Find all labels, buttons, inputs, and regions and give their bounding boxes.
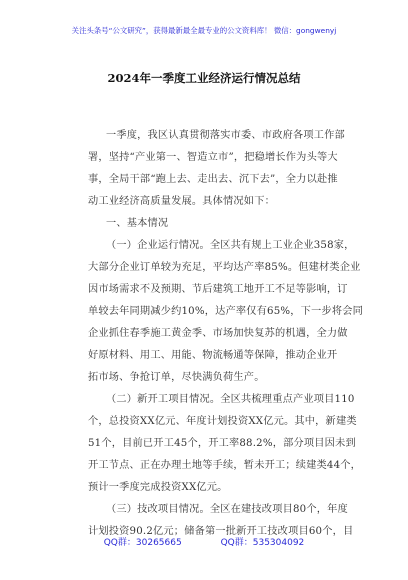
paragraph-line: （一）企业运行情况。全区共有规上工业企业358家， (106, 240, 355, 251)
paragraph-line: 预计一季度完成投资XX亿元。 (88, 482, 228, 493)
qq-group-2: QQ群：535304092 (220, 538, 305, 548)
footer-contacts (0, 535, 408, 548)
paragraph-line: 51个，目前已开工45个，开工率88.2%，部分项目因未到 (88, 438, 356, 449)
paragraph-line: 因市场需求不及预期、节后建筑工地开工不足等影响，订 (88, 284, 348, 295)
paragraph-line: （三）技改项目情况。全区在建技改项目80个，年度 (106, 504, 348, 515)
paragraph-line: 大部分企业订单较为充足，平均达产率85%。但建材类企业 (88, 262, 361, 273)
paragraph-line: 个，总投资XX亿元、年度计划投资XX亿元。其中，新建类 (88, 416, 357, 427)
paragraph-line: 拓市场、争抢订单，尽快满负荷生产。 (88, 372, 265, 383)
paragraph-line: 单较去年同期减少约10%，达产率仅有65%，下一步将会同 (88, 306, 364, 317)
paragraph-line: 署，坚持“产业第一、智造立市”，把稳增长作为头等大 (88, 152, 338, 163)
promo-banner: 关注头条号“公文研究”，获得最新最全最专业的公文资料库！ 微信：gongwenyj (71, 26, 337, 35)
paragraph-line: 动工业经济高质量发展。具体情况如下： (88, 196, 275, 207)
document-title: 2024年一季度工业经济运行情况总结 (107, 71, 301, 85)
paragraph-line: 开工节点、正在办理土地等手续，暂未开工；续建类44个， (88, 460, 362, 471)
qq-group-1: QQ群：30265665 (103, 538, 182, 548)
section-heading: 一、基本情况 (106, 218, 169, 229)
paragraph-line: 好原材料、用工、用能、物流畅通等保障，推动企业开 (88, 350, 338, 361)
paragraph-line: 一季度，我区认真贯彻落实市委、市政府各项工作部 (106, 130, 345, 141)
paragraph-line: 事，全局干部“跑上去、走出去、沉下去”，全力以赴推 (88, 174, 338, 185)
paragraph-line: 计划投资90.2亿元；储备第一批新开工技改项目60个，目 (88, 526, 354, 537)
paragraph-line: 企业抓住春季施工黄金季、市场加快复苏的机遇，全力做 (88, 328, 348, 339)
paragraph-line: （二）新开工项目情况。全区共梳理重点产业项目110 (106, 394, 355, 405)
